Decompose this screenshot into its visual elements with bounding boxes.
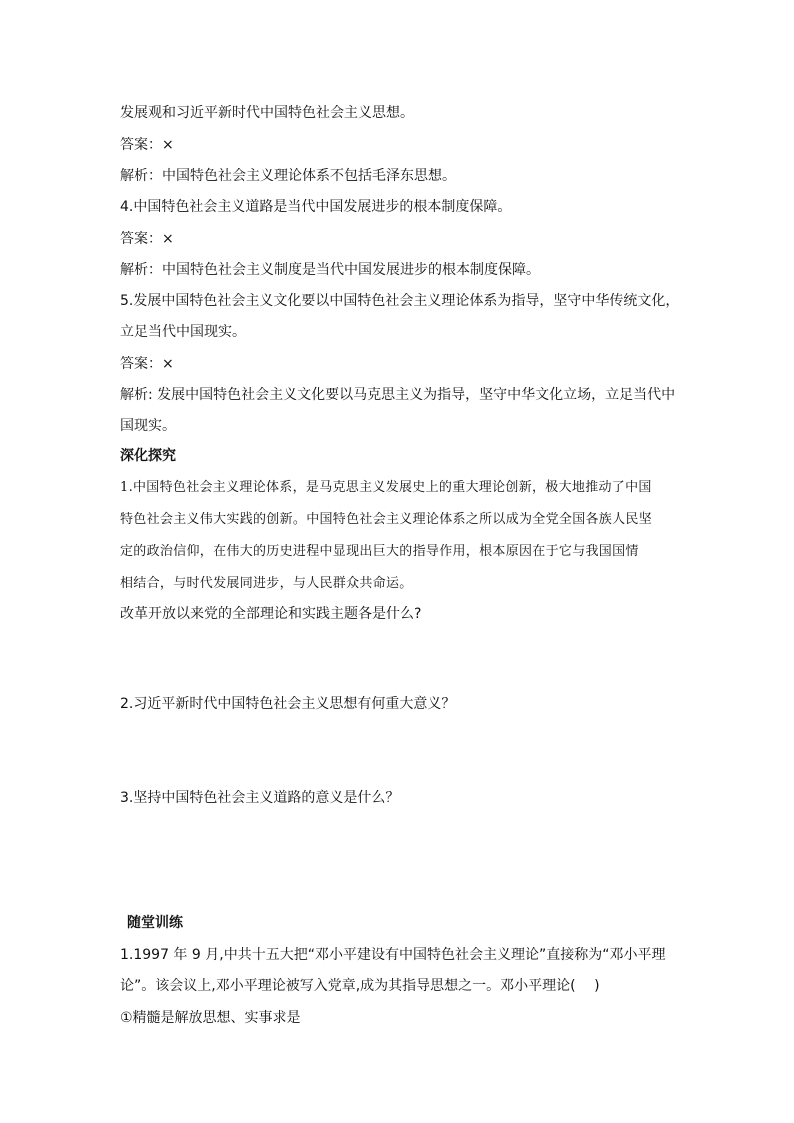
practice-question-line1: 1.1997 年 9 月,中共十五大把“邓小平建设有中国特色社会主义理论”直接称为“邓小平理 [120,947,666,963]
material-line2: 特色社会主义伟大实践的创新。中国特色社会主义理论体系之所以成为全党全国各族人民坚 [120,512,653,527]
section-title-deep: 深化探究 [120,448,176,464]
explanation-5-line1: 解析: 发展中国特色社会主义文化要以马克思主义为指导，坚守中华文化立场，立足当代中 [120,387,676,403]
section-title-practice: 随堂训练 [127,915,183,931]
explanation-4: 解析：中国特色社会主义制度是当代中国发展进步的根本制度保障。 [120,262,540,278]
practice-option-1: ①精髓是解放思想、实事求是 [120,1010,301,1026]
deep-question-3: 3.坚持中国特色社会主义道路的意义是什么？ [120,790,400,806]
practice-question-line2: 论”。该会议上,邓小平理论被写入党章,成为其指导思想之一。邓小平理论( ) [120,978,600,994]
deep-question-1: 改革开放以来党的全部理论和实践主题各是什么? [120,606,422,622]
material-line3: 定的政治信仰，在伟大的历史进程中显现出巨大的指导作用，根本原因在于它与我国国情 [120,544,639,559]
material-line4: 相结合，与时代发展同进步，与人民群众共命运。 [120,576,413,591]
question-4: 4.中国特色社会主义道路是当代中国发展进步的根本制度保障。 [120,199,512,215]
material-line1: 1.中国特色社会主义理论体系，是马克思主义发展史上的重大理论创新，极大地推动了中国 [120,480,652,495]
text-line: 发展观和习近平新时代中国特色社会主义思想。 [120,105,414,121]
explanation-5-line2: 国现实。 [120,418,176,434]
answer-1: 答案：× [120,137,174,153]
deep-question-2: 2.习近平新时代中国特色社会主义思想有何重大意义？ [120,696,456,712]
answer-5: 答案：× [120,356,174,372]
question-5-line1: 5.发展中国特色社会主义文化要以中国特色社会主义理论体系为指导，坚守中华传统文化， [120,293,680,309]
answer-4: 答案：× [120,231,174,247]
question-5-line2: 立足当代中国现实。 [120,324,246,340]
explanation-1: 解析：中国特色社会主义理论体系不包括毛泽东思想。 [120,168,456,184]
